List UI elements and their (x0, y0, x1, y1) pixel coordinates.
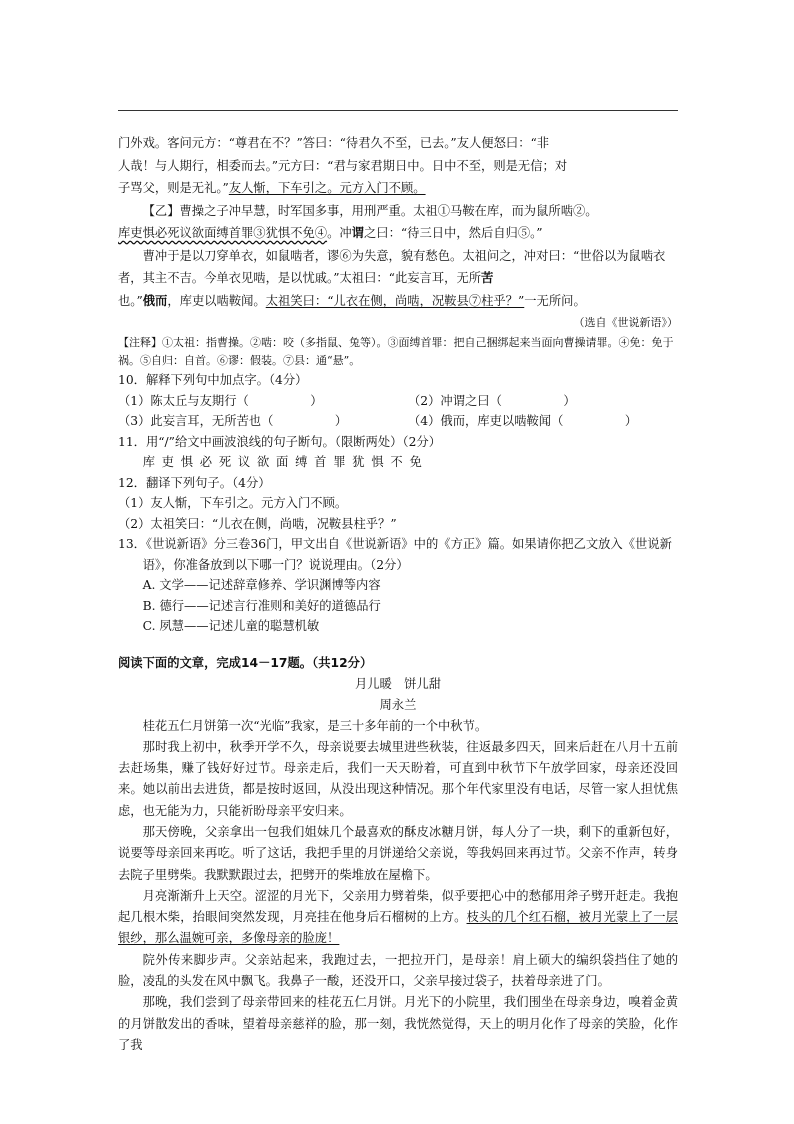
section-heading: 阅读下面的文章，完成14－17题。（共12分） (118, 655, 373, 670)
questions (118, 370, 678, 637)
article-body (118, 716, 678, 1057)
question-10-item: （2）冲谓之曰（ ） (408, 393, 576, 408)
question-10-item: （4）俄而，库吏以啮鞍闻（ ） (408, 414, 638, 428)
passage-b-text: 也。” (118, 293, 143, 308)
passage-b-text: 一无所问。 (524, 293, 586, 308)
question-13-option: B. 德行——记述言行准则和美好的道德品行 (142, 598, 381, 613)
question-11-sentence: 库吏惧必死议欲面缚首罪犹惧不免 (142, 455, 429, 469)
article-title: 月儿暖 饼儿甜 (354, 676, 442, 691)
question-10-item: （1）陈太丘与友期行（ ） (118, 393, 323, 408)
passage-a-text: 子骂父，则是无礼。” (118, 181, 229, 195)
article-author: 周永兰 (379, 697, 417, 712)
question-12-item: （2）太祖笑曰：“儿衣在侧，尚啮，况鞍县柱乎？” (118, 516, 397, 531)
passage-b-text: 者，其主不吉。今单衣见啮，是以忧戚。”太祖曰：“此妄言耳，无所 (118, 271, 482, 285)
article-text: 月亮渐渐升上天空。涩涩的月光下，父亲用力劈着柴，似乎要把心中的愁郁用斧子劈开赶走。我抱起几根木柴，抬眼间突然发现，月亮挂在他身后石榴树的上方。 (118, 888, 678, 925)
article-paragraph: 院外传来脚步声。父亲站起来，我跑过去，一把拉开门，是母亲！肩上硕大的编织袋挡住了她的脸，凌乱的头发在风中飘飞。我鼻子一酸，还没开口，父亲早接过袋子，扶着母亲进了门。 (118, 952, 678, 989)
exam-page (118, 132, 678, 1056)
question-13: 13．《世说新语》分三卷36门，甲文出自《世说新语》中的《方正》篇。如果请你把乙文放入《世说新 (118, 537, 672, 551)
passage-b-line (118, 267, 678, 290)
question-13-option: C. 夙慧——记述儿童的聪慧机敏 (142, 619, 320, 633)
passage-a (118, 132, 678, 200)
question-11: 11．用“/”给文中画波浪线的句子断句。（限断两处）（2分） (118, 434, 442, 449)
passage-source: （选自《世说新语》） (573, 316, 678, 329)
passage-b (118, 200, 678, 371)
underlined-sentence-a: 友人惭，下车引之。元方入门不顾。 (228, 181, 426, 195)
question-10: 10．解释下列句中加点字。（4分） (118, 373, 308, 387)
question-10-row (118, 391, 678, 412)
article-paragraph (118, 886, 678, 950)
article-paragraph: 那时我上初中，秋季开学不久，母亲说要去城里进些秋装，往返最多四天，回来后赶在八月十五前去赶场集，赚了钱好好过节。母亲走后，我们一天天盼着，可直到中秋节下午放学回家，母亲还没回来。她以前出去进货，都是按时返回，从没出现这种情况。那个年代家里没有电话，尽管一家人担忧焦虑，也无能为力，只能祈盼母亲平安归来。 (118, 739, 678, 818)
underlined-sentence-b: 太祖笑曰：“儿衣在侧，尚啮，况鞍县⑦柱乎？” (265, 293, 525, 308)
passage-b-text: ，库吏以啮鞍闻。 (167, 293, 266, 308)
question-12: 12．翻译下列句子。（4分） (118, 475, 271, 490)
passage-b-line (118, 222, 678, 245)
passage-b-text: 。冲 (327, 226, 352, 240)
passage-b-line: 曹冲于是以刀穿单衣，如鼠啮者，谬⑥为失意，貌有愁色。太祖问之，冲对曰：“世俗以为鼠啮衣 (142, 248, 666, 263)
article-paragraph: 那天傍晚，父亲拿出一包我们姐妹几个最喜欢的酥皮冰糖月饼，每人分了一块，剩下的重新包好，说要等母亲回来再吃。听了这话，我把手里的月饼递给父亲说，等我妈回来再过节。父亲不作声，转身去院子里劈柴。我默默跟过去，把劈开的柴堆放在屋檐下。 (118, 824, 678, 882)
article-paragraph: 桂花五仁月饼第一次“光临”我家，是三十多年前的一个中秋节。 (142, 718, 488, 733)
article-paragraph: 那晚，我们尝到了母亲带回来的桂花五仁月饼。月光下的小院里，我们围坐在母亲身边，嗅着金黄的月饼散发出的香味，望着母亲慈祥的脸，那一刻，我恍然觉得，天上的明月化作了母亲的笑脸，化作了我 (118, 995, 678, 1052)
passage-a-line: 门外戏。客问元方：“尊君在不？”答曰：“待君久不至，已去。”友人便怒曰：“非 (118, 136, 550, 150)
dotted-word-ku: 苦 (481, 270, 494, 285)
dotted-word-eer: 俄而 (142, 292, 168, 308)
question-10-row (118, 411, 678, 432)
question-13-option: A. 文学——记述辞章修养、学识渊博等内容 (142, 578, 381, 592)
passage-b-line (118, 290, 678, 313)
question-13-cont: 语》，你准备放到以下哪一门？说说理由。（2分） (142, 557, 409, 572)
dotted-word-wei: 谓 (351, 225, 364, 240)
passage-b-text: 之曰：“待三日中，然后自归⑤。” (363, 226, 543, 240)
underlined-sentence-article: 枝头的几个红石榴，被月光蒙上了一层银纱，那么温婉可亲，多像母亲的脸庞！ (118, 910, 678, 946)
passage-b-line: 【乙】曹操之子冲早慧，时军国多事，用刑严重。太祖①马鞍在库，而为鼠所啮②。 (142, 203, 598, 218)
wavy-underlined-sentence: 库吏惧必死议欲面缚首罪③犹惧不免④ (118, 226, 328, 240)
question-10-item: （3）此妄言耳，无所苦也（ ） (118, 414, 348, 428)
question-12-item: （1）友人惭，下车引之。元方入门不顾。 (118, 496, 348, 510)
passage-a-line (118, 177, 678, 200)
annotations: 【注释】①太祖：指曹操。②啮：咬（多指鼠、兔等）。③面缚首罪：把自己捆绑起来当面向曹操请罪。④免：免于祸。⑤自归：自首。⑥谬：假装。⑦县：通“悬”。 (118, 336, 674, 367)
passage-a-line: 人哉！与人期行，相委而去。”元方曰：“君与家君期日中。日中不至，则是无信；对 (118, 158, 568, 173)
header-rule (118, 110, 678, 111)
